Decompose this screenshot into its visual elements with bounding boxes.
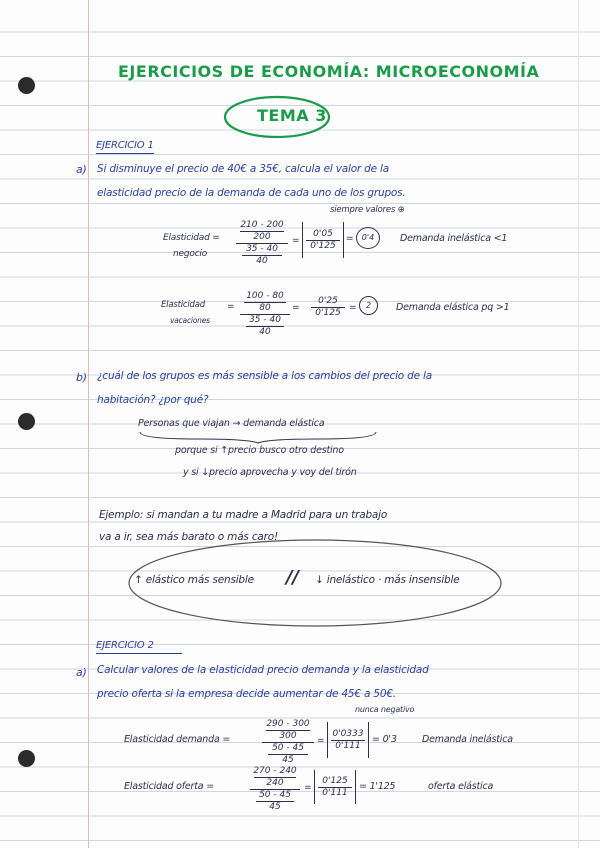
ejercicio-2a-line-2: precio oferta si la empresa decide aumentar de 45€ a 50€. [97, 688, 396, 700]
negocio-den-bottom: 40 [256, 256, 268, 266]
negocio-equals-2: = [346, 234, 354, 244]
ejercicio-1-heading: EJERCICIO 1 [96, 140, 154, 151]
binder-hole-3 [18, 750, 35, 767]
answer-row-3: y si ↓precio aprovecha y voy del tirón [183, 467, 357, 478]
vacaciones-conclusion: Demanda elástica pq >1 [396, 302, 510, 313]
demanda-abs-right [368, 722, 369, 758]
vacaciones-label-top: Elasticidad [161, 300, 205, 310]
negocio-value-fraction [305, 229, 341, 252]
example-line-2: va a ir, sea más barato o más caro! [99, 531, 278, 543]
demanda-result: = 0'3 [372, 734, 397, 745]
ejercicio-2a-line-1: Calcular valores de la elasticidad precio demanda y la elasticidad [97, 664, 429, 676]
oval-separator: // [286, 567, 299, 588]
demanda-abs-left [327, 722, 328, 758]
subtitle-oval [222, 94, 332, 140]
ejercicio-1a-label: a) [76, 163, 87, 176]
ejercicio-2a-label: a) [76, 666, 87, 679]
oferta-result: = 1'125 [359, 781, 396, 792]
demanda-val-top: 0'0333 [332, 729, 364, 739]
negocio-label-bottom: negocio [173, 249, 208, 259]
negocio-den-top: 35 - 40 [246, 244, 278, 254]
vacaciones-fraction [240, 291, 290, 338]
page-margin-line [88, 0, 89, 848]
vacaciones-den-bottom: 40 [259, 327, 271, 337]
oval-right-text: ↓ inelástico · más insensible [315, 574, 460, 586]
oval-left-text: ↑ elástico más sensible [134, 574, 254, 586]
vacaciones-label-bottom: vacaciones [170, 316, 210, 325]
ejercicio-1a-note: siempre valores ⊕ [330, 205, 405, 215]
vacaciones-val-bottom: 0'125 [315, 308, 341, 318]
vacaciones-val-top: 0'25 [318, 296, 338, 306]
ejercicio-1b-line-2: habitación? ¿por qué? [97, 394, 209, 406]
oferta-label: Elasticidad oferta = [124, 781, 214, 792]
demanda-label: Elasticidad demanda = [124, 734, 231, 745]
oferta-fraction [250, 766, 300, 813]
vacaciones-num-top: 100 - 80 [246, 291, 284, 301]
oferta-val-bottom: 0'111 [322, 788, 348, 798]
negocio-conclusion: Demanda inelástica <1 [400, 233, 508, 244]
negocio-val-top: 0'05 [313, 229, 333, 239]
page-title: EJERCICIOS DE ECONOMÍA: MICROECONOMÍA [118, 62, 540, 81]
negocio-fraction [236, 220, 288, 267]
oferta-num-top: 270 - 240 [253, 766, 297, 776]
ejercicio-2-heading: EJERCICIO 2 [96, 640, 154, 651]
demanda-fraction [262, 719, 314, 766]
oferta-den-bottom: 45 [269, 802, 281, 812]
binder-hole-1 [18, 77, 35, 94]
page-right-edge-line [578, 0, 579, 848]
demanda-den-bottom: 45 [282, 755, 294, 765]
answer-row-1: Personas que viajan → demanda elástica [138, 418, 325, 429]
negocio-val-bottom: 0'125 [310, 241, 336, 251]
page-subtitle: TEMA 3 [257, 106, 327, 125]
negocio-num-top: 210 - 200 [240, 220, 284, 230]
oferta-equals: = [304, 783, 312, 793]
oferta-abs-left [314, 770, 315, 804]
answer-row-2: porque si ↑precio busco otro destino [175, 445, 344, 456]
oferta-value-fraction [317, 776, 353, 799]
negocio-abs-right [343, 222, 344, 258]
negocio-num-bottom: 200 [253, 232, 271, 242]
vacaciones-equals-2: = [292, 303, 300, 313]
binder-hole-2 [18, 413, 35, 430]
ejercicio-1b-line-1: ¿cuál de los grupos es más sensible a los cambios del precio de la [97, 370, 432, 382]
demanda-value-fraction [330, 729, 366, 752]
demanda-val-bottom: 0'111 [335, 741, 361, 751]
ejercicio-2a-note: nunca negativo [355, 705, 415, 714]
vacaciones-result: 2 [359, 296, 378, 315]
oferta-abs-right [355, 770, 356, 804]
negocio-equals: = [292, 236, 300, 246]
oferta-den-top: 50 - 45 [259, 790, 291, 800]
ejercicio-1a-line-1: Si disminuye el precio de 40€ a 35€, calcula el valor de la [97, 163, 389, 175]
oferta-num-bottom: 240 [266, 778, 284, 788]
demanda-conclusion: Demanda inelástica [422, 734, 513, 745]
ejercicio-1b-label: b) [76, 371, 87, 384]
ejercicio-1-underline [96, 153, 154, 154]
vacaciones-equals-3: = [349, 303, 357, 313]
demanda-equals: = [317, 736, 325, 746]
vacaciones-value-fraction [310, 296, 346, 319]
negocio-abs-left [302, 222, 303, 258]
example-line-1: Ejemplo: si mandan a tu madre a Madrid para un trabajo [99, 509, 388, 521]
vacaciones-den-top: 35 - 40 [249, 315, 281, 325]
answer-brace [138, 430, 378, 444]
oferta-val-top: 0'125 [322, 776, 348, 786]
negocio-label-top: Elasticidad = [163, 233, 220, 243]
negocio-result: 0'4 [356, 227, 380, 249]
ejercicio-2-underline [96, 653, 182, 654]
vacaciones-num-bottom: 80 [259, 303, 271, 313]
demanda-den-top: 50 - 45 [272, 743, 304, 753]
demanda-num-bottom: 300 [279, 731, 297, 741]
demanda-num-top: 290 - 300 [266, 719, 310, 729]
ejercicio-1a-line-2: elasticidad precio de la demanda de cada uno de los grupos. [97, 187, 406, 199]
vacaciones-equals: = [227, 302, 235, 312]
oferta-conclusion: oferta elástica [428, 781, 494, 792]
